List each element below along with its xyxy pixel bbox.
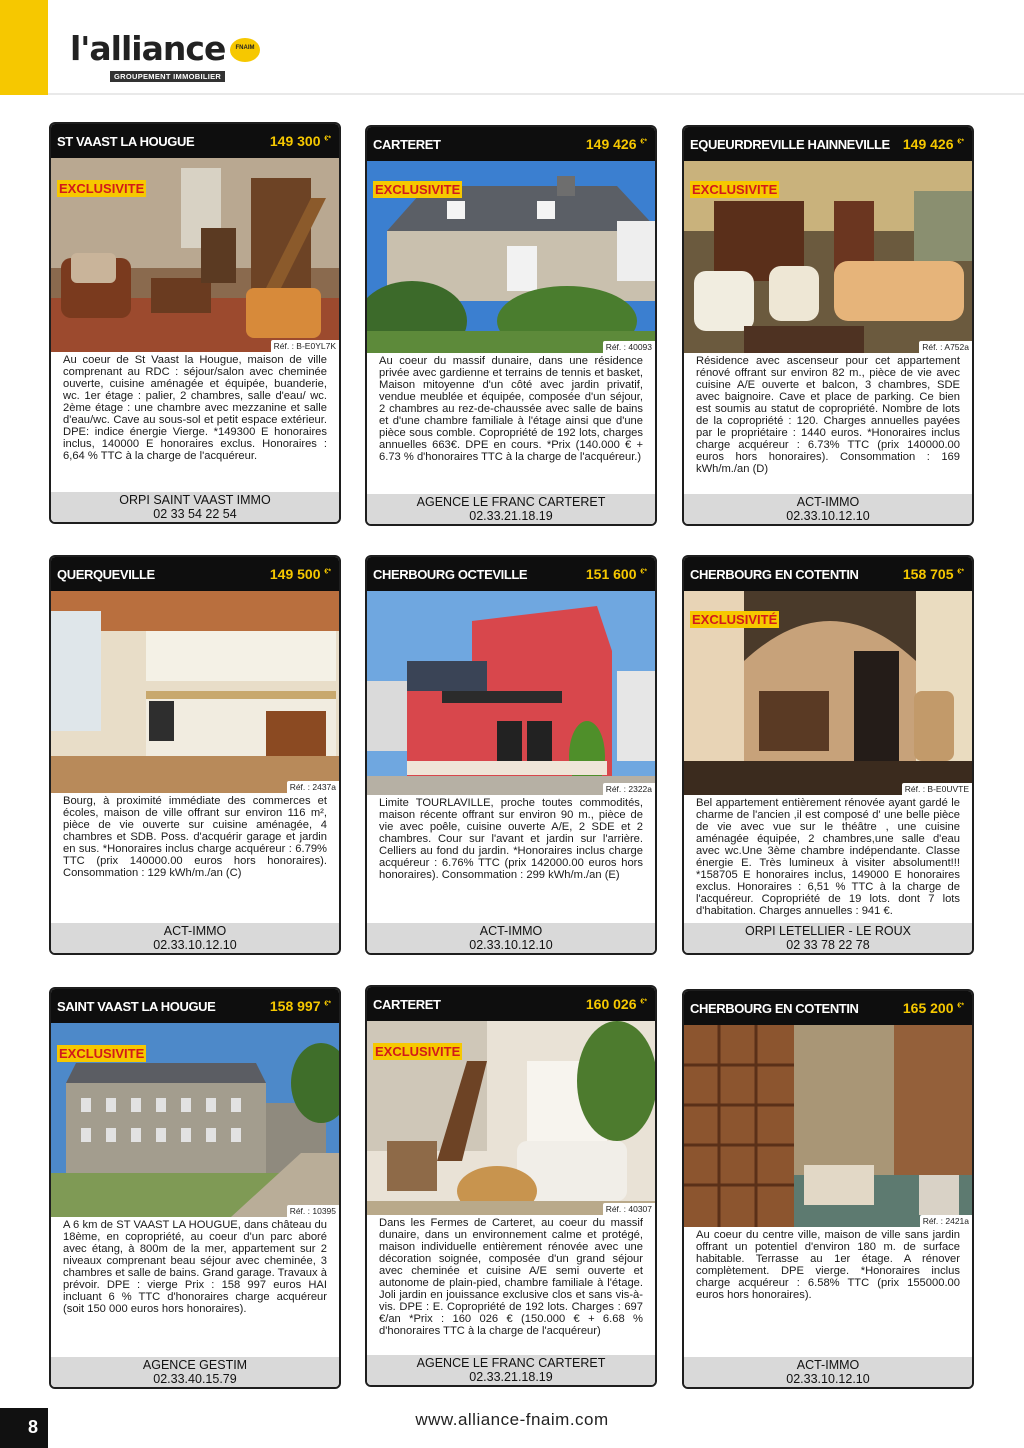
listing-price: 149 300 €*	[269, 133, 331, 149]
exclusive-badge: EXCLUSIVITE	[59, 181, 145, 196]
listing-card[interactable]	[365, 555, 657, 955]
listing-ref: Réf. : 2421a	[920, 1215, 972, 1227]
listing-ref: Réf. : 40307	[603, 1203, 655, 1215]
fnaim-badge-icon	[230, 38, 260, 62]
shop-interior-photo-illustration	[684, 1025, 972, 1227]
listing-photo[interactable]	[51, 591, 339, 793]
agency-phone[interactable]: 02.33.10.12.10	[153, 938, 237, 952]
agency-contact[interactable]	[684, 494, 972, 524]
listing-photo[interactable]	[51, 1023, 339, 1217]
listing-city: SAINT VAAST LA HOUGUE	[57, 999, 216, 1014]
listing-price: 149 426 €*	[585, 136, 647, 152]
listing-ref: Réf. : B-E0YL7K	[271, 340, 339, 352]
listing-description: Au coeur du massif dunaire, dans une résidence privée avec gardienne et terrains de tennis et basket, Maison mitoyenne d'un côté avec jardin privatif, vendue meublée et équipée, composée d'un séjour, 2 chambres au rez-de-chaussée avec salle de bains et d'une chambre familiale à l'étage ainsi que d'une pièce sous comble. Copropriété de 192 lots, charges annuelles 663€. DPE en cours. *Prix (140.000 € + 6.73 % d'honoraires TTC à la charge de l'acquéreur.)	[379, 355, 643, 463]
listing-card[interactable]	[365, 985, 657, 1387]
listing-description: Limite TOURLAVILLE, proche toutes commodités, maison récente offrant sur environ 90 m., pièce de vie avec poêle, cuisine ouverte A/E, 2 SDE et 2 chambres. Cour sur l'avant et jardin sur l'arrière. Celliers au fond du jardin. *Honoraires inclus charge acquéreur : 6.76% TTC (prix 142000.00 euros hors honoraires). Consommation : 299 kWh/m./an (E)	[379, 797, 643, 881]
listing-header	[367, 127, 655, 161]
exclusive-badge: EXCLUSIVITE	[59, 1046, 145, 1061]
agency-name: AGENCE LE FRANC CARTERET	[416, 1356, 606, 1370]
exclusive-badge: EXCLUSIVITE	[692, 182, 778, 197]
agency-phone[interactable]: 02.33.10.12.10	[786, 1372, 870, 1386]
listing-price: 160 026 €*	[585, 996, 647, 1012]
page-number: 8	[28, 1417, 39, 1437]
listing-photo[interactable]	[367, 591, 655, 795]
listing-card[interactable]	[682, 125, 974, 526]
agency-phone[interactable]: 02.33.21.18.19	[469, 1370, 553, 1384]
listing-description: Au coeur de St Vaast la Hougue, maison de ville comprenant au RDC : séjour/salon avec cheminée ouverte, cuisine aménagée et équipée, buanderie, wc. 1er étage : palier, 2 chambres, salle d'eau/ wc. 2ème étage : une chambre avec mezzanine et salle d'eau/wc. Cave au sous-sol et petit espace extérieur. DPE: indice énergie Vierge. *149300 E honoraires inclus, 140000 E honoraires exclus. Honoraires : 6,64 % TTC à la charge de l'acquéreur.	[63, 354, 327, 462]
agency-name: ORPI LETELLIER - LE ROUX	[744, 924, 912, 938]
exclusive-badge: EXCLUSIVITE	[375, 1044, 461, 1059]
agency-name: AGENCE LE FRANC CARTERET	[416, 495, 606, 509]
agency-contact[interactable]	[51, 492, 339, 522]
agency-name: AGENCE GESTIM	[142, 1358, 248, 1372]
agency-contact[interactable]	[367, 494, 655, 524]
listing-ref: Réf. : B-E0UVTE	[902, 783, 972, 795]
listing-photo[interactable]	[684, 1025, 972, 1227]
listing-description: Dans les Fermes de Carteret, au coeur du massif dunaire, dans un environnement calme et protégé, maison individuelle entièrement rénovée avec une décoration soignée, composée d'un grand séjour avec cheminée et cuisine A/E semi ouverte et autonome de plain-pied, chambre familiale à l'étage. Joli jardin en jouissance exclusive clos et sans vis-à-vis. DPE : E. Copropriété de 192 lots. Charges : 697 €/an *Prix : 160 026 € (150.000 € + 6.68 % d'honoraires TTC à la charge de l'acquéreur)	[379, 1217, 643, 1337]
listing-header	[684, 991, 972, 1025]
listing-ref: Réf. : 2437a	[287, 781, 339, 793]
alliance-logo[interactable]	[70, 30, 270, 82]
listing-description: Au coeur du centre ville, maison de ville sans jardin offrant un potentiel d'environ 180 m. de surface habitable. Terrasse au 1er étage. A rénover complètement. DPE vierge. *Honoraires inclus charge acquéreur : 6.58% TTC (prix 155000.00 euros hors honoraires).	[696, 1229, 960, 1301]
listing-price: 151 600 €*	[585, 566, 647, 582]
listing-price: 158 997 €*	[269, 998, 331, 1014]
listing-price: 158 705 €*	[902, 566, 964, 582]
listing-city: QUERQUEVILLE	[57, 567, 155, 582]
listing-header	[51, 989, 339, 1023]
listing-card[interactable]	[682, 989, 974, 1389]
listing-header	[684, 557, 972, 591]
red-house-photo-illustration	[367, 591, 655, 795]
listing-ref: Réf. : 2322a	[603, 783, 655, 795]
logo-badge-text: FNAIM	[235, 45, 255, 51]
agency-contact[interactable]	[51, 1357, 339, 1387]
listing-card[interactable]	[49, 555, 341, 955]
listing-price: 149 500 €*	[269, 566, 331, 582]
listing-photo[interactable]	[684, 591, 972, 795]
listing-card[interactable]	[49, 122, 341, 524]
agency-contact[interactable]	[684, 1357, 972, 1387]
listing-header	[367, 557, 655, 591]
agency-phone[interactable]: 02 33 54 22 54	[153, 507, 237, 521]
agency-contact[interactable]	[51, 923, 339, 953]
header-divider	[48, 93, 1024, 95]
listing-ref: Réf. : 40093	[603, 341, 655, 353]
listing-city: CARTERET	[373, 137, 441, 152]
kitchen-photo-illustration	[51, 591, 339, 793]
listing-description: Résidence avec ascenseur pour cet appartement rénové offrant sur environ 82 m., pièce de vie avec cuisine A/E ouverte et balcon, 3 chambres, SDE avec baignoire. Cave et place de parking. Ce bien est soumis au statut de copropriété. Nombre de lots de la copropriété : 120. Charges annuelles payées par le propriétaire : 1440 euros. *Honoraires inclus charge acquéreur : 6.73% TTC (prix 140000.00 euros hors honoraires). Consommation : 169 kWh/m./an (D)	[696, 355, 960, 475]
listing-photo[interactable]	[367, 161, 655, 353]
listing-header	[51, 557, 339, 591]
logo-subtitle: GROUPEMENT IMMOBILIER	[110, 71, 225, 82]
agency-phone[interactable]: 02.33.21.18.19	[469, 509, 553, 523]
listing-city: CARTERET	[373, 997, 441, 1012]
listing-city: CHERBOURG EN COTENTIN	[690, 567, 859, 582]
listing-description: Bourg, à proximité immédiate des commerces et écoles, maison de ville offrant sur environ 116 m², pièce de vie ouverte sur cuisine aménagée, 4 chambres et SDB. Poss. d'acquérir garage et jardin en sus. *Honoraires inclus charge acquéreur : 6.79% TTC (prix 140000.00 euros hors honoraires). Consommation : 129 kWh/m./an (C)	[63, 795, 327, 879]
listing-header	[51, 124, 339, 158]
agency-name: ORPI SAINT VAAST IMMO	[119, 493, 271, 507]
listing-ref: Réf. : 10395	[287, 1205, 339, 1217]
listing-photo[interactable]	[684, 161, 972, 353]
agency-phone[interactable]: 02.33.10.12.10	[469, 938, 553, 952]
listing-ref: Réf. : A752a	[919, 341, 972, 353]
listing-card[interactable]	[365, 125, 657, 526]
agency-phone[interactable]: 02 33 78 22 78	[786, 938, 870, 952]
listing-description: A 6 km de ST VAAST LA HOUGUE, dans château du 18ème, en copropriété, au coeur d'un parc aboré avec étang, à 800m de la mer, appartement sur 2 niveaux comprenant beau séjour avec cheminée, 3 chambres et salle de bains. Grand garage. Travaux à prévoir. DPE : vierge Prix : 158 997 euros HAI incluant 6 % TTC d'honoraires charge acquéreur (soit 150 000 euros hors honoraires).	[63, 1219, 327, 1315]
listing-header	[684, 127, 972, 161]
listing-city: CHERBOURG OCTEVILLE	[373, 567, 528, 582]
agency-name: ACT-IMMO	[796, 495, 860, 509]
listing-photo[interactable]	[51, 158, 339, 352]
website-link[interactable]: www.alliance-fnaim.com	[415, 1410, 609, 1429]
listing-card[interactable]	[682, 555, 974, 955]
listing-price: 165 200 €*	[902, 1000, 964, 1016]
logo-text: l'alliance	[70, 29, 226, 68]
listing-city: ST VAAST LA HOUGUE	[57, 134, 195, 149]
exclusive-badge: EXCLUSIVITÉ	[692, 612, 778, 627]
listing-city: EQUEURDREVILLE HAINNEVILLE	[690, 137, 890, 152]
agency-name: ACT-IMMO	[163, 924, 227, 938]
listing-description: Bel appartement entièrement rénovée ayant gardé le charme de l'ancien ,il est composé d' une belle pièce de vie avec vue sur le théâtre , une cuisine aménagée équipée, 2 chambres,une salle d'eau avec wc.Une 3ème chambre indépendante. Classe énergie E. Très lumineux à visiter absolument!!! *158705 E honoraires inclus, 149000 E honoraires exclus. Honoraires : 6,51 % TTC à la charge de l'acquéreur. Copropriété de 19 lots. dont 7 lots d'habitation. Charges annuelles : 941 €.	[696, 797, 960, 917]
agency-contact[interactable]	[367, 923, 655, 953]
listing-header	[367, 987, 655, 1021]
exclusive-badge: EXCLUSIVITE	[375, 182, 461, 197]
agency-name: ACT-IMMO	[796, 1358, 860, 1372]
header-accent-bar	[0, 0, 48, 95]
listing-price: 149 426 €*	[902, 136, 964, 152]
agency-phone[interactable]: 02.33.40.15.79	[153, 1372, 237, 1386]
listing-photo[interactable]	[367, 1021, 655, 1215]
agency-contact[interactable]	[367, 1355, 655, 1385]
agency-phone[interactable]: 02.33.10.12.10	[786, 509, 870, 523]
listing-city: CHERBOURG EN COTENTIN	[690, 1001, 859, 1016]
listing-card[interactable]	[49, 987, 341, 1389]
agency-name: ACT-IMMO	[479, 924, 543, 938]
agency-contact[interactable]	[684, 923, 972, 953]
